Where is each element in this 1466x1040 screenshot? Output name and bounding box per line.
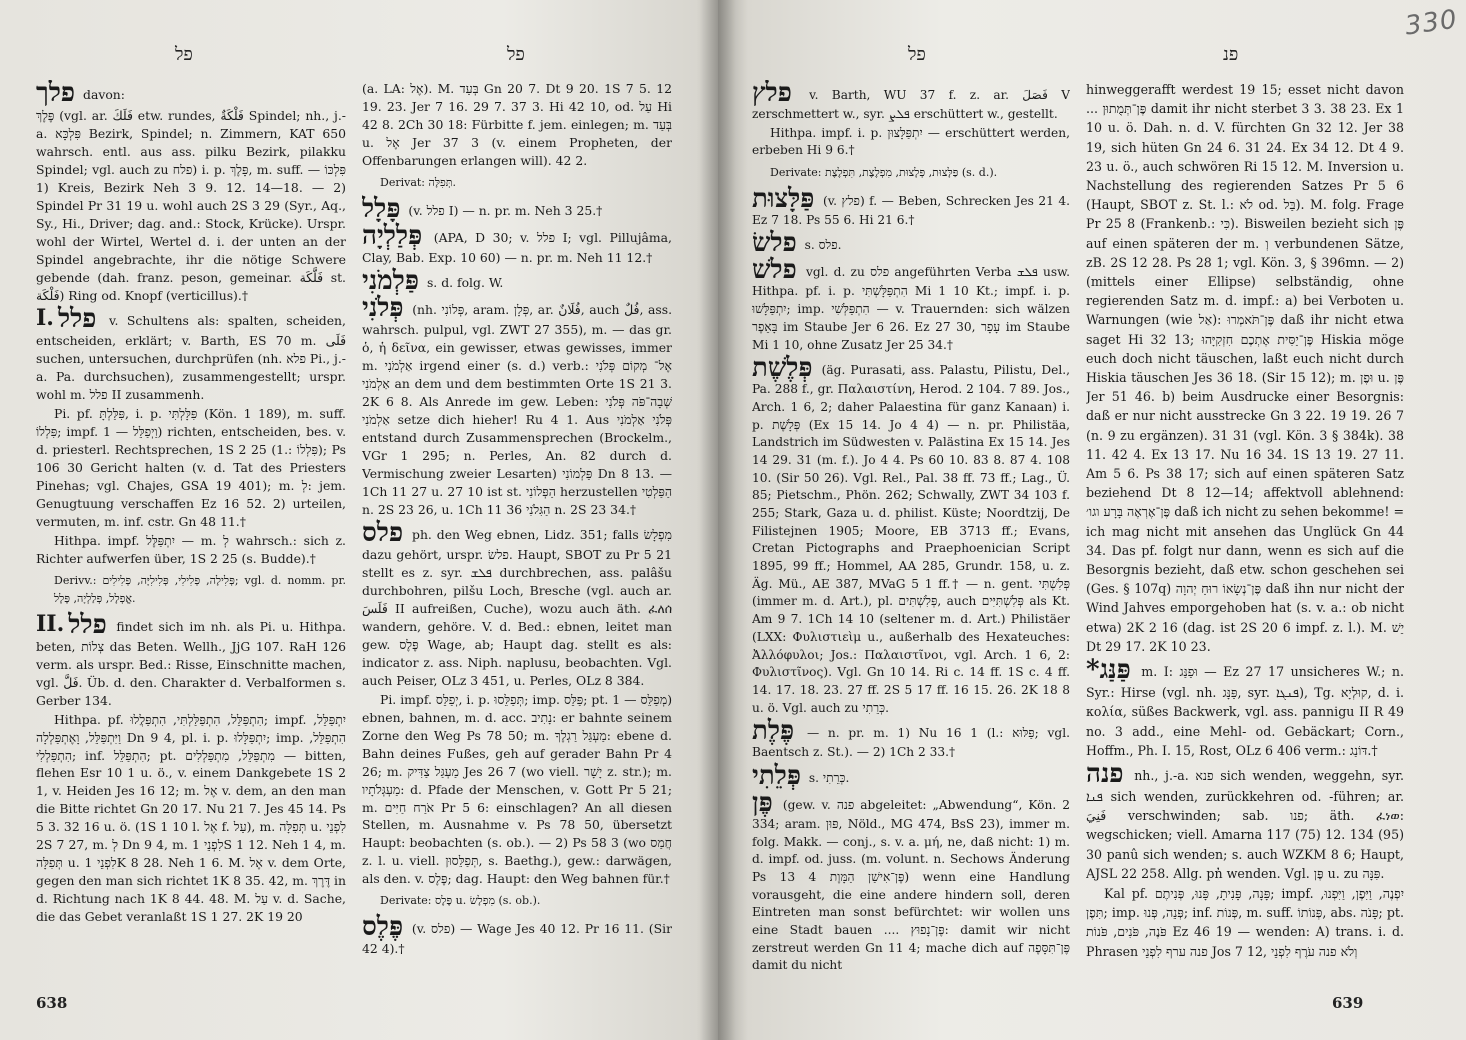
dictionary-entry (752, 80, 1070, 124)
entry-text: Hithpa. pf. הִתְפַּלֵּל, הִתְפַּלַּלְתִּי, הִתְפַּלֲלוּ; impf. יִתְפַּלֵּל, וַיִּתְפַּלֵּל, וָאֶתְפַּלְלָה Dn 9 4, pl. i. p. יִתְפַּלָּלוּ; imp. הִתְפַּלֵּל, הִתְפַּלְלִי; inf. הִתְפַּלֵּל; pt. מִתְפַּלֵּל, מִתְפַּלְלִים — bitten, flehen Esr 10 1 u. ö., v. einem Dankgebete 1S 2 1, v. Heiden Jes 16 12; m. אֶל v. dem, an den man die Bitte richtet Gn 20 17. Nu 21 7. Jes 45 14. Ps 5 3. 32 16 u. ö. (1S 1 10 l. אֶל f. עַל), m. תְּפִלָּה u. לִפְנֵי 2S 7 27, m. לְ Dn 9 4, m. לִפְנֵי 1S 1 12. Neh 1 4, m. תְּפִלָּה u. לִפְנֵי 1K 8 28. Neh 1 6. M. אֶל v. dem Orte, gegen den man sich richtet 1K 8 35. 42, m. דֶּרֶךְ in d. Richtung nach 1K 8 44. 48. M. עַל v. d. Sache, die das Gebet veranlaßt 1S 1 27. 2K 19 20 (36, 711, 346, 925)
dictionary-entry (362, 80, 672, 170)
running-head-right-col1: פל (908, 44, 926, 65)
dictionary-entry (36, 303, 346, 404)
entry-text: findet sich im nh. als Pi. u. Hithpa. beten, צְלוֹת das Beten. Wellh., JjG 107. RaH 126 verm. als urspr. Bed.: Risse, Einschnitte machen, vgl. فَلَّ. Üb. d. den. Charakter d. Verbalformen s. Gerber 134. (36, 618, 346, 708)
dictionary-entry (36, 532, 346, 568)
entry-text: Hithpa. impf. יִתְפַּלֶּל — m. לְ wahrsch.: sich z. Richter aufwerfen über, 1S 2 25 (s. Budde).† (36, 532, 346, 566)
dictionary-entry (752, 787, 1070, 975)
dictionary-column-4 (1086, 80, 1404, 962)
dictionary-entry (36, 80, 346, 106)
dictionary-entry (1086, 80, 1404, 656)
dictionary-entry (36, 572, 346, 608)
page-number-right: 639 (1332, 994, 1364, 1012)
running-head-left-col2: פל (507, 44, 525, 65)
dictionary-entry (362, 517, 672, 690)
entry-text: nh., j.-a. פנא sich wenden, weggehn, syr. ܦܢܐ sich wenden, zurückkehren od. -führen; ar. فَنِيَ verschwinden; sab. פנו; äth. ፈነወ: wegschicken; viell. Amarna 117 (75) 12. 134 (95) 30 panû sich wenden; s. auch WZKM 8 6; Haupt, AJSL 22 258. Allg. pn̓ wenden. Vgl. פֶּן u. zu פִּנָּה. (1086, 767, 1404, 881)
headword: פלך (36, 80, 76, 108)
entry-text: Derivate: פַּלָּצוּת, פְּלָצוּת, מִפְלֶצֶת, תִּפְלֶצֶת (s. d.). (770, 166, 998, 180)
headword: פנה (1086, 758, 1124, 789)
dictionary-entry (752, 183, 1070, 230)
page-number-left: 638 (36, 994, 68, 1012)
dictionary-entry (752, 257, 1070, 354)
entry-text: Hithpa. impf. i. p. יִתְפַּלָּצוּן — erschüttert werden, erbeben Hi 9 6.† (752, 125, 1070, 158)
entry-text: (gew. v. פנה abgeleitet: „Abwendung“, Kön. 2 334; aram. פּוּן, Nöld., MG 474, BsS 23), immer m. folg. Makk. — conj., s. v. a. μή, ne, daß nicht: 1) m. d. impf. od. juss. (m. volunt. n. Sechows Änderung Ps 13 4 פֶּן־אִישַׁן הַמָּוֶת) wenn eine Handlung vorausgeht, die eine andere hindern soll, deren Eintreten man sonst befürchtet: wir wollen uns eine Stadt bauen .... פֶּן־נָפוּץ: damit wir nicht zerstreut werden Gn 11 4; mache dich auf פֶּן־תִּסָּפֶה damit du nicht (752, 797, 1070, 973)
entry-text: v. Schultens als: spalten, scheiden, entscheiden, erklärt; v. Barth, ES 70 m. فَلَى suchen, untersuchen, durchprüfen (nh. פלא Pi., j.-a. Pa. durchsuchen), zusammengestellt; urspr. wohl m. פלל II zusammenh. (36, 312, 346, 402)
dictionary-column-2 (362, 80, 672, 959)
headword: פְּלַלְיָה (362, 220, 423, 251)
dictionary-entry (36, 405, 346, 531)
entry-text: (äg. Purasati, ass. Palastu, Pilistu, Del., Pa. 288 f., gr. Παλαιστίνη, Herod. 2 104. 7 89. Jos., Arch. 1 6, 2; daher Palaestina für ganz Kanaan) i. p. פְּלָשֶׁת (Ex 15 14. Jo 4 4) — n. pr. Philistäa, Landstrich im Südwesten v. Palästina Ex 15 14. Jes 14 29. 31 (m. f.). Jo 4 4. Ps 60 10. 83 8. 87 4. 108 10. (Sir 50 26). Vgl. Rel., Pal. 38 ff. 73 ff.; Lag., Ü. 85; Pietschm., Phön. 262; Schwally, ZWT 34 103 f. 255; Stark, Gaza u. d. philist. Küste; Noordtzij, De Filistejnen 1905; Moore, EB 3713 ff.; Evans, Cretan Pictographs and Praephoenician Script 1895, 99 ff.; Hommel, AA 285, Grundr. 158, u. z. Äg. Mü., AE 387, MVaG 5 1 ff.† — n. gent. פְּלִשְׁתִּי (immer m. d. Art.), pl. פְּלִשְׁתִּים, auch פְּלִשְׁתִּיִּים als Kt. Am 9 7. 1Ch 14 10 (seltener m. d. Art.) Philistäer (LXX: Φυλιστιεὶμ u., außerhalb des Hexateuches: Ἀλλόφυλοι; Jos.: Παλαιστῖνοι, vgl. Arch. 1 6, 2: Φυλιστῖνος). Vgl. Gn 10 14. Ri c. 14 ff. 1S c. 4 ff. 14. 17. 18. 23. 27 ff. 2S 5 17 ff. 16 15. 26. 2K 18 8 u. ö. Vgl. auch zu כְּרֵתִי. (752, 363, 1070, 715)
entry-text: m. I: וּפַנַּג — Ez 27 17 unsicheres W.; n. Syr.: Hirse (vgl. nh. פַּנָּג, syr. ܦܢܓܐ), Tg. קוּלְיָא, d. i. κολία, süßes Backwerk, vgl. ass. pannigu II R 49 no. 3 add., eine Mehl- od. Gebäckart; Corn., Hoffm., Ph. I. 15, Rost, OLz 6 406 verm.: דּוֹנַג.† (1086, 664, 1404, 758)
headword: פלל (57, 303, 97, 334)
dictionary-entry (752, 355, 1070, 717)
headword: פָּלָל (362, 193, 401, 224)
dictionary-entry (362, 691, 672, 889)
dictionary-entry (362, 174, 672, 192)
dictionary-entry (752, 125, 1070, 160)
entry-text: (v. פלל I) — n. pr. m. Neh 3 25.† (408, 202, 603, 218)
headword: פלץ (752, 80, 792, 108)
dictionary-entry (36, 609, 346, 710)
book-gutter (700, 0, 736, 1040)
dictionary-entry (36, 711, 346, 927)
roman-numeral: II. (36, 610, 65, 637)
dictionary-entry (752, 164, 1070, 182)
dictionary-entry (1086, 758, 1404, 883)
entry-text: — n. pr. m. 1) Nu 16 1 (l.: פַּלּוּא; vgl. Baentsch z. St.). — 2) 1Ch 2 33.† (752, 726, 1070, 760)
headword: פֶּלֶס (362, 912, 404, 943)
running-head-right-col2: פנ (1223, 44, 1239, 65)
entry-text: פֶּלֶךְ (vgl. ar. فَلَكَ etw. rundes, فَلْكَةٌ Spindel; nh., j.-a. פִּלְכָּא Bezirk, Spindel; n. Zimmern, KAT 650 wahrsch. entl. aus ass. pilku Bezirk, pilakku Spindel; vgl. auch zu פלח) i. p. פָּלֶךְ, m. suff. פִּלְכּוֹ — 1) Kreis, Bezirk Neh 3 9. 12. 14—18. — 2) Spindel Pr 31 19 u. wohl auch 2S 3 29 (Syr., Aq., Sy., Hi., Driver; dag. and.: Stock, Krücke). Urspr. wohl der Wirtel, Wertel d. i. der unten an der Spindel angebrachte, ihr die nötige Schwere gebende (dah. franz. peson, gemeinar. فَلَّكَة st. فَلْكَة) Ring od. Knopf (verticillus).† (36, 108, 346, 303)
dictionary-entry (362, 193, 672, 224)
entry-text: davon: (83, 87, 125, 102)
entry-text: s. d. folg. W. (426, 274, 504, 290)
entry-text: (APA, D 30; v. פלל I; vgl. Pillujâma, Clay, Bab. Exp. 10 60) — n. pr. m. Neh 11 12.† (362, 229, 672, 265)
entry-text: ph. den Weg ebnen, Lidz. 351; falls מִפְלָשׂ dazu gehört, urspr. פלשׂ. Haupt, SBOT zu Pr 5 21 stellt es z. syr. ܦܠܫ durchbrechen, ass. palâšu durchbohren, pilšu Loch, Bresche (vgl. auch ar. فَلَسَ II aufreißen, Cuche), wozu auch äth. ፈለሰ wandern, gehöre. V. d. Bed.: ebnen, leitet man gew. פֶּלֶס Wage, ab; Haupt dag. stellt es als: indicator z. ass. Niph. naplusu, beobachten. Vgl. auch Peiser, OLz 3 451, u. Perles, OLz 8 384. (362, 526, 672, 688)
entry-text: s. פלס. (804, 238, 842, 253)
dictionary-entry (1086, 884, 1404, 961)
headword: פלל (68, 609, 107, 640)
left-page (0, 0, 718, 1040)
headword: פלס (362, 517, 404, 548)
headword: פלשׂ (752, 228, 797, 259)
handwritten-folio-mark: 330 (1403, 4, 1460, 42)
headword: פלשׁ (752, 255, 797, 286)
headword: פֶּלֶת (752, 716, 795, 747)
dictionary-entry (752, 718, 1070, 762)
dictionary-entry (362, 292, 672, 519)
entry-text: Pi. pf. פִּלַּלְתָּ, i. p. פִּלָּלְתִּי (Kön. 1 189), m. suff. פִּלְלוֹ; impf. וַיְפַלֵּל — 1) richten, entscheiden, bes. v. d. priesterl. Rechtsprechen, 1S 2 25 (1.: פִּלְלוֹ); Ps 106 30 Gericht halten (v. d. Tat des Priesters Pinehas; vgl. Chajes, GSA 19 401); m. לְ: jem. Genugtuung verschaffen Ez 16 52. 2) urteilen, vermuten, m. inf. cstr. Gn 48 11.† (36, 405, 346, 529)
entry-text: (a. LA: אֶל). M. בְּעַד Gn 20 7. Dt 9 20. 1S 7 5. 12 19. 23. Jer 7 16. 29 7. 37 3. Hi 42 10, od. עַל Hi 42 8. 2Ch 30 18: Fürbitte f. jem. einlegen; m. בְּעַד u. אֶל Jer 37 3 (v. einem Propheten, der Offenbarungen erlangen will). 42 2. (362, 81, 672, 168)
dictionary-entry (362, 914, 672, 958)
entry-text: Derivate: פֶּלֶס u. מִפְלָשׂ (s. ob.). (380, 894, 541, 908)
dictionary-column-1 (36, 80, 346, 927)
running-head-left-col1: פל (175, 44, 193, 65)
headword: פַּנַּג* (1086, 655, 1131, 686)
dictionary-entry (752, 760, 1070, 791)
entry-text: v. Barth, WU 37 f. z. ar. فَصَلَ V zerschmettert w., syr. ܦܠܨ erschüttert w., gestellt. (752, 88, 1070, 121)
entry-text: Pi. impf. יְפַלֵּס, i. p. תְּפַלֵּסוּ; imp. פַּלֵּס; pt. מְפַלֵּס — 1) ebnen, bahnen, m. d. acc. נָתִיב: er bahnte seinem Zorne den Weg Ps 78 50; m. מַעְגַּל רַגְלֶךָ: ebene d. Bahn deines Fußes, geh auf gerader Bahn Pr 4 26; m. מַעְגַּל צַדִּיק Jes 26 7 (wo viell. יָשָׁר z. str.); m. מַעְגְּלֹתָיו: d. Pfade der Menschen, v. Gott Pr 5 21; m. אֹרַח חַיִּים Pr 5 6: einschlagen? An all diesen Stellen, m. Ausnahme v. Ps 78 50, übersetzt Haupt: beobachten (s. ob.). — 2) Ps 58 3 (wo חֲמַס z. l. u. viell. תְּפַלֵּסוּן, s. Baethg.), gew.: darwägen, als den. v. פֶּלֶס; dag. Haupt: den Weg bahnen für.† (362, 691, 672, 887)
headword: פַּלָּצוּת (752, 183, 815, 214)
dictionary-entry (1086, 657, 1404, 760)
headword: פְּלֶשֶׁת (752, 353, 813, 384)
dictionary-column-3 (752, 80, 1070, 976)
entry-text: Derivat: תְּפִלָּה. (380, 175, 456, 189)
entry-text: Derivv.: פְּלִילָה, פְּלִילִי, פְּלִילִיָּה, פְּלִילִים; vgl. d. nomm. pr. אֱפְלָל, פְּלַלְיָה, פָּלָל. (54, 573, 346, 605)
headword: פַּלְמֹנִי (362, 265, 419, 296)
entry-text: hinweggerafft werdest 19 15; esset nicht davon ... פֶּן־תְּמֻתוּן damit ihr nicht sterbet 3 3. 38 23. Ex 1 10 u. ö. Dah. n. d. V. fürchten Gn 32 12. Jer 38 19, sich hüten Gn 24 6. 31 24. Ex 34 12. Dt 4 9. 23 u. ö., auch schwören Ri 15 12. M. Inversion u. Nachstellung des regierenden Satzes Pr 5 6 (Haupt, SBOT z. St. l.: לֹא od. בַּל). M. folg. Frage Pr 25 8 (Frankenb.: כִּי). Bisweilen bezieht sich פֶּן auf einen späteren der m. וְ verbundenen Sätze, zB. 2S 12 28. Ps 28 1; vgl. Kön. 3, § 396mn. — 2) (mittels einer Ellipse) selbständig, ohne regierenden Satz m. d. impf.: a) bei Verboten u. Warnungen (wie אַל): פֶּן־תֹּאמְרוּ daß ihr nicht etwa saget Hi 32 13; פֶּן־יַסִּית אֶתְכֶם חִזְקִיָּהוּ Hiskia möge euch doch nicht täuschen, laßt euch nicht durch Hiskia täuschen Jes 36 18. (Sir 15 12); m. וּפֶן u. פֶּן Jer 51 46. b) beim Ausdrucke einer Besorgnis: daß er nur nicht ausstrecke Gn 3 22. 19 19. 26 7 (n. 9 zu ergänzen). 31 31 (vgl. Kön. 3 § 384k). 38 11. 42 4. Ex 13 17. Nu 16 34. 1S 13 19. 27 11. Am 5 6. Ps 38 17; sich auf einen späteren Satz beziehend Dt 8 12—14; affektvoll ablehnend: פֶּן־אֶרְאֶה בָּרָע וגו׳ daß ich nicht zu sehen bekomme! = ich mag nicht mit ansehen das Unglück Gn 44 34. Das pf. folgt nur dann, wenn es sich auf die Besorgnis bezieht, daß etw. schon geschehen sei (Ges. § 107q) פֶּן־נְשָׂאוֹ רוּחַ יְהוָה daß ihn nur nicht der Wind Jahves emporgehoben hat (s. v. a.: ob nicht etwa) 2K 2 16 (dag. ist 2S 20 6 impf. z. l.). M. יֵשׁ Dt 29 17. 2K 10 23. (1086, 82, 1404, 654)
dictionary-entry (362, 265, 672, 296)
dictionary-entry (362, 220, 672, 267)
dictionary-entry (752, 228, 1070, 259)
entry-text: (nh. פְּלוֹנִי, aram. פְּלָן, ar. فُلَانٌ, auch فُلٌ, ass. wahrsch. pulpul, vgl. ZWT 27 355), m. — das gr. ὁ, ἡ δεῖνα, ein gewisser, etwas gewisses, immer m. אַלְמֹנִי irgend einer (s. d.) verb.: אֶל־ מְקוֹם פְּלֹנִי אַלְמֹנִי an dem und dem bestimmten Orte 1S 21 3. 2K 6 8. Als Anrede im gew. Leben: שְׁבָה־פֹּה פְּלֹנִי אַלְמֹנִי setze dich hieher! Ru 4 1. Aus פְּלֹנִי אַלְמֹנִי entstand durch Zusammensprechen (Brockelm., VGr 1 295; n. Perles, An. 82 durch d. Vermischung zweier Lesarten) פַּלְמוֹנִי Dn 8 13. — 1Ch 11 27 u. 27 10 ist st. הַפְּלוֹנִי herzustellen הַפַּלְטִי n. 2S 23 26, u. 1Ch 11 36 הַגִּלֹנִי n. 2S 23 34.† (362, 301, 672, 517)
entry-text: Kal pf. פָּנָה, פָּנִיתָ, פָּנוּ, פְּנִיתֶם; impf. יִפְנֶה, וַיִּפֶן, וַיִּפְנוּ, תִּפֶן; imp. פְּנֵה, פְּנוּ; inf. פְּנוֹת, m. suff. פְּנוֹתוֹ, abs. פָּנֹה; pt. פֹּנֶה, פֹּנִים, פֹּנוֹת Ez 46 19 — wenden: A) trans. i. d. Phrasen פנה ערף לִפְנֵי Jos 7 12, וְלֹא פנה עֹרֶף לִפְנֵי (1086, 885, 1404, 959)
entry-text: vgl. d. zu פלס angeführten Verba ܦܠܫ usw. Hithpa. pf. i. p. הִתְפַּלָּשְׁתִּי Mi 1 10 Kt.; impf. i. p. יִתְפַּלָּשׁוּ; imp. הִתְפַּלְּשִׁי — v. Trauernden: sich wälzen בָּאֵפֶר im Staube Jer 6 26. Ez 27 30, עָפָר im Staube Mi 1 10, ohne Zusatz Jer 25 34.† (752, 265, 1070, 352)
entry-text: s. כְּרֵתִי. (808, 770, 850, 785)
headword: פְּלֹנִי (362, 292, 404, 323)
dictionary-entry (362, 892, 672, 910)
headword: פֶּן (752, 787, 773, 818)
right-page (718, 0, 1466, 1040)
roman-numeral: I. (36, 304, 54, 331)
dictionary-entry (36, 107, 346, 305)
entry-text: (v. פלס) — Wage Jes 40 12. Pr 16 11. (Sir 42 4).† (362, 921, 672, 957)
headword: פְּלֵתִי (752, 760, 801, 791)
entry-text: (v. פלץ) f. — Beben, Schrecken Jes 21 4. Ez 7 18. Ps 55 6. Hi 21 6.† (752, 193, 1070, 227)
